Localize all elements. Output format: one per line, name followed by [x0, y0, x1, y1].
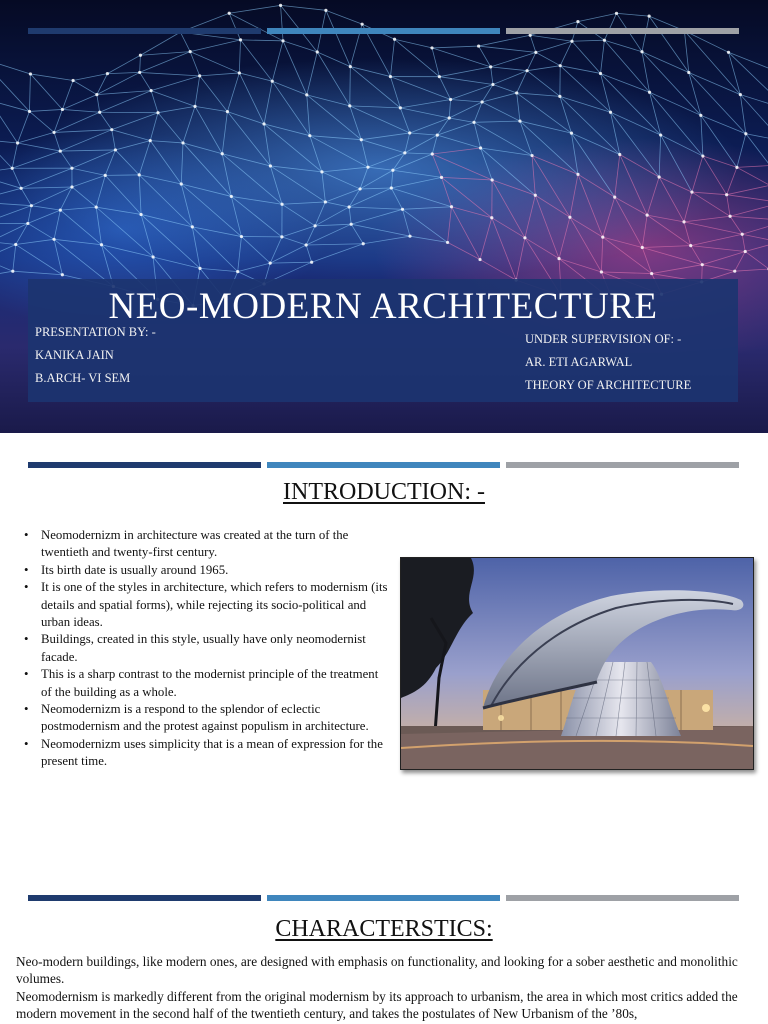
characteristics-text: [16, 953, 756, 1022]
introduction-heading: INTRODUCTION: -: [283, 479, 485, 505]
stripe-mid: [267, 895, 500, 901]
title-slide: [0, 0, 768, 433]
supervisor-name: AR. ETI AGARWAL: [525, 355, 633, 369]
supervisor-subject: THEORY OF ARCHITECTURE: [525, 378, 692, 392]
presenter-course: B.ARCH- VI SEM: [35, 371, 131, 385]
intro-bullet-item: • Neomodernizm uses simplicity that is a mean of expression for the present time.: [22, 736, 392, 771]
introduction-slide: [0, 445, 768, 885]
slide-header-stripes: [28, 28, 740, 34]
stripe-dark: [28, 462, 261, 468]
stripe-gray: [506, 28, 739, 34]
stripe-mid: [267, 462, 500, 468]
characteristics-slide: [0, 885, 768, 1024]
slide-header-stripes: [28, 895, 740, 901]
characteristics-paragraph: Neo-modern buildings, like modern ones, are designed with emphasis on functionality, and looking for a sober aesthetic and monolithic volumes.: [16, 954, 738, 987]
stripe-dark: [28, 28, 261, 34]
stripe-mid: [267, 28, 500, 34]
supervisor-info: [525, 328, 691, 397]
intro-bullet-item: • Neomodernizm in architecture was created at the turn of the twentieth and twenty-first century.: [22, 527, 392, 562]
presenter-info: [35, 321, 156, 390]
intro-bullet-item: • Its birth date is usually around 1965.: [22, 562, 392, 579]
intro-bullet-item: • It is one of the styles in architecture, which refers to modernism (its details and spatial forms), while rejecting its socio-political and urban ideas.: [22, 579, 392, 631]
building-photo-icon: [400, 557, 754, 770]
presenter-name: KANIKA JAIN: [35, 348, 114, 362]
intro-bullet-item: • Buildings, created in this style, usually have only neomodernist facade.: [22, 631, 392, 666]
title-box: [28, 279, 738, 402]
stripe-gray: [506, 895, 739, 901]
stripe-dark: [28, 895, 261, 901]
stripe-gray: [506, 462, 739, 468]
intro-bullet-item: • Neomodernizm is a respond to the splendor of eclectic postmodernism and the protest against populism in architecture.: [22, 701, 392, 736]
presenter-heading: PRESENTATION BY: -: [35, 325, 156, 339]
slide-header-stripes: [28, 462, 740, 468]
supervisor-heading: UNDER SUPERVISION OF: -: [525, 332, 682, 346]
presentation-title: NEO-MODERN ARCHITECTURE: [108, 286, 658, 327]
introduction-bullet-list: [22, 527, 392, 771]
characteristics-heading: CHARACTERSTICS:: [275, 916, 493, 942]
characteristics-paragraph: Neomodernism is markedly different from the original modernism by its approach to urbanism, the area in which most critics added the modern movement in the second half of the twentieth century, and takes the postulates of New Urbanism of the ’80s,: [16, 988, 738, 1021]
intro-bullet-item: • This is a sharp contrast to the modernist principle of the treatment of the building as a whole.: [22, 666, 392, 701]
